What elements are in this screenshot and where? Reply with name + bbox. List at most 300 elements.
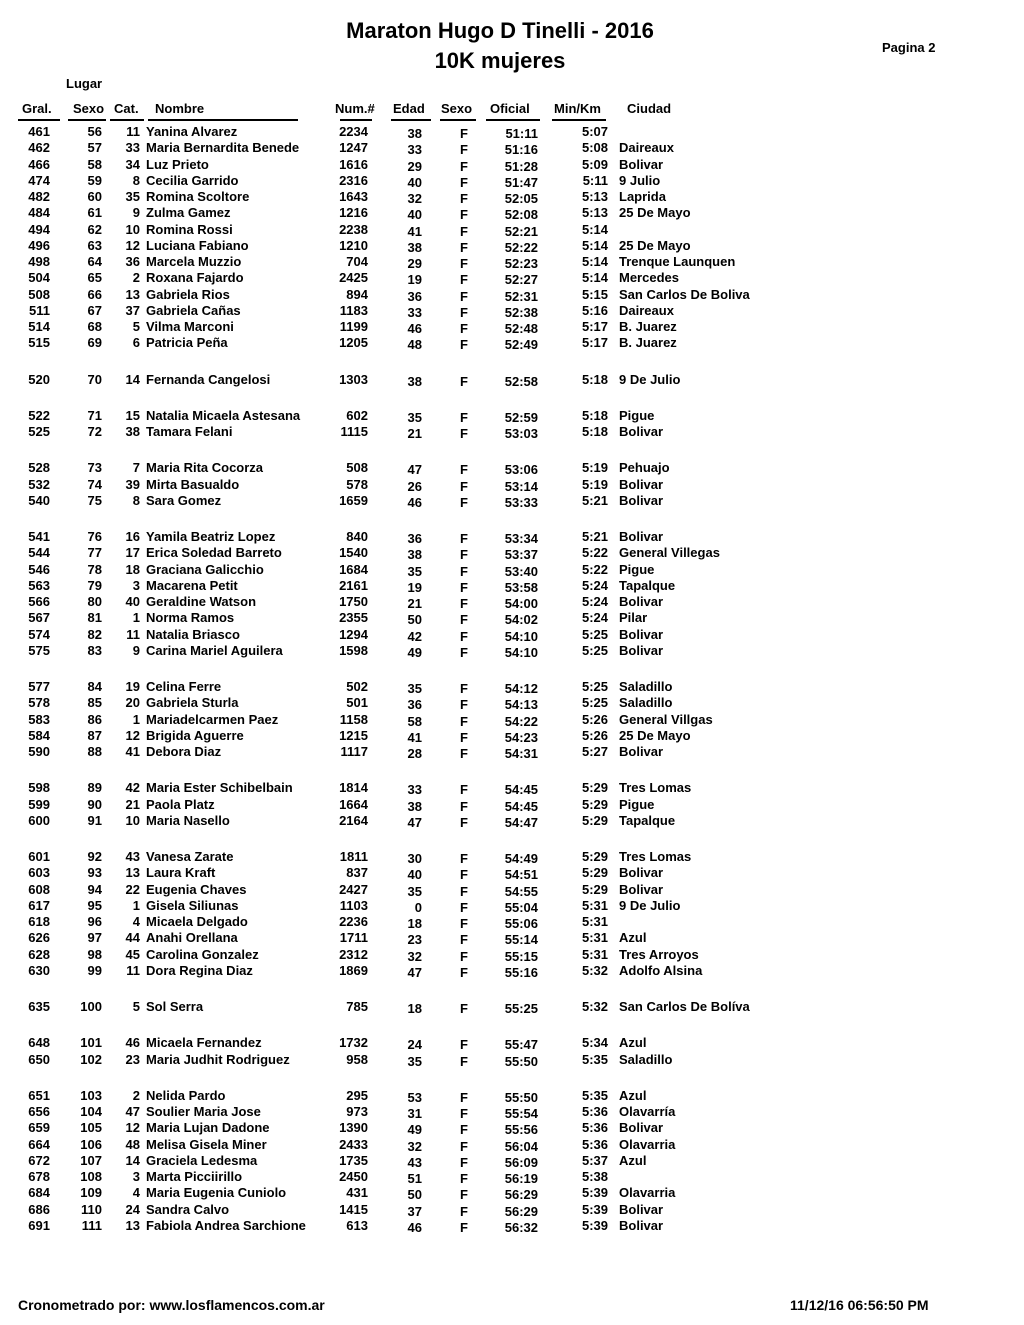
pace-min-km: 5:36 [581,1104,608,1119]
runner-sex: F [460,191,468,206]
runner-city: Pigue [619,796,655,812]
place-overall: 496 [28,237,50,253]
bib-number: 2316 [339,172,368,188]
table-row [0,335,1024,351]
runner-city: Daireaux [619,302,674,318]
pace-min-km: 5:35 [581,1051,608,1067]
official-time: 54:49 [504,851,538,866]
place-overall: 575 [28,642,50,658]
header-underline [340,119,372,121]
runner-city: Saladillo [619,679,673,694]
pace-min-km: 5:29 [581,849,608,864]
place-overall: 684 [28,1185,50,1201]
official-time: 54:47 [504,814,538,830]
place-by-category: 34 [125,156,140,172]
runner-age: 58 [407,713,422,729]
place-by-category: 5 [132,999,140,1014]
pace-min-km: 5:38 [581,1169,608,1184]
header-underline [486,119,540,121]
runner-name: Vilma Marconi [146,319,234,334]
bib-number: 1415 [339,1201,368,1217]
runner-city: 9 De Julio [619,371,681,387]
runner-age: 35 [407,563,422,579]
place-by-sex: 63 [87,237,102,253]
bib-number: 894 [346,286,368,302]
bib-number: 2164 [339,812,368,828]
place-by-category: 12 [125,727,140,743]
place-by-category: 43 [125,849,140,864]
runner-age: 38 [407,798,422,814]
runner-age: 40 [407,207,422,223]
runner-age: 38 [407,547,422,563]
runner-age: 29 [407,256,422,271]
place-by-sex: 105 [80,1120,102,1136]
runner-sex: F [460,223,468,239]
place-overall: 628 [28,946,50,962]
official-time: 54:02 [504,612,538,628]
runner-name: Fernanda Cangelosi [146,371,271,387]
pace-min-km: 5:24 [581,577,608,593]
runner-name: Mirta Basualdo [146,476,240,492]
bib-number: 2355 [339,610,368,626]
bib-number: 1659 [339,492,368,508]
runner-name: Micaela Fernandez [146,1035,262,1051]
runner-name: Yamila Beatriz Lopez [146,529,276,544]
official-time: 56:29 [504,1203,538,1219]
place-by-sex: 99 [87,962,102,978]
place-overall: 520 [28,371,50,387]
runner-age: 53 [407,1089,422,1105]
runner-city: Tres Lomas [619,780,692,796]
place-by-sex: 57 [87,140,102,156]
col-header-nombre: Nombre [155,101,205,116]
runner-age: 38 [407,239,422,255]
official-time: 54:55 [504,883,538,899]
header-underline [110,119,144,121]
table-row [0,780,1024,796]
runner-name: Tamara Felani [146,424,233,439]
runner-name: Vanesa Zarate [146,849,234,864]
place-overall: 635 [28,999,50,1014]
place-by-category: 21 [125,796,140,812]
runner-sex: F [460,851,468,866]
table-row [0,222,1024,238]
runner-name: Melisa Gisela Miner [146,1136,267,1152]
bib-number: 1750 [339,594,368,609]
pace-min-km: 5:25 [581,679,608,694]
runner-name: Laura Kraft [146,865,216,881]
runner-city: Trenque Launquen [619,254,736,269]
table-row [0,882,1024,898]
col-header-sexo: Sexo [441,101,473,116]
runner-name: Gabriela Sturla [146,695,239,711]
place-overall: 601 [28,849,50,864]
runner-name: Sara Gomez [146,492,222,508]
table-row [0,1185,1024,1201]
official-time: 55:47 [504,1037,538,1053]
place-by-category: 45 [125,946,140,962]
table-row [0,813,1024,829]
runner-age: 46 [407,1219,422,1235]
place-overall: 600 [28,812,50,828]
bib-number: 1598 [339,642,368,658]
runner-sex: F [460,373,468,389]
place-by-category: 16 [125,529,140,544]
place-by-sex: 104 [80,1104,102,1119]
table-row [0,963,1024,979]
runner-age: 21 [407,426,422,441]
runner-age: 40 [407,867,422,883]
place-overall: 650 [28,1051,50,1067]
place-by-sex: 90 [87,796,102,812]
runner-name: Romina Rossi [146,221,233,237]
place-overall: 583 [28,711,50,727]
footer-timestamp: 11/12/16 06:56:50 PM [790,1297,929,1313]
place-by-sex: 65 [87,270,102,286]
pace-min-km: 5:14 [581,254,608,269]
runner-name: Erica Soledad Barreto [146,545,282,561]
runner-age: 42 [407,628,422,644]
official-time: 56:19 [504,1171,538,1186]
runner-age: 36 [407,531,422,546]
pace-min-km: 5:35 [581,1087,608,1103]
runner-name: Maria Judhit Rodriguez [146,1051,290,1067]
place-by-category: 39 [125,476,140,492]
pace-min-km: 5:29 [581,865,608,881]
table-row [0,1137,1024,1153]
place-overall: 599 [28,796,50,812]
runner-name: Eugenia Chaves [146,881,247,897]
official-time: 54:10 [504,644,538,660]
runner-city: B. Juarez [619,335,677,351]
runner-city: Bolivar [619,529,664,544]
pace-min-km: 5:36 [581,1136,608,1152]
place-by-sex: 81 [87,610,102,626]
table-row [0,477,1024,493]
bib-number: 1216 [339,205,368,221]
header-underline [18,119,60,121]
pace-min-km: 5:31 [581,930,608,946]
table-row [0,627,1024,643]
place-by-sex: 85 [87,695,102,711]
place-by-category: 9 [132,205,140,221]
official-time: 56:32 [504,1219,538,1235]
runner-city: Olavarría [619,1104,676,1119]
runner-sex: F [460,798,468,814]
runner-sex: F [460,1001,468,1016]
runner-name: Brigida Aguerre [146,727,244,743]
runner-sex: F [460,1219,468,1235]
pace-min-km: 5:24 [581,610,608,626]
place-overall: 691 [28,1217,50,1233]
runner-city: Bolivar [619,626,664,642]
bib-number: 1811 [339,849,368,864]
bib-number: 1303 [339,371,368,387]
place-by-sex: 77 [87,545,102,561]
official-time: 53:33 [504,494,538,510]
bib-number: 1643 [339,189,368,204]
runner-age: 19 [407,579,422,595]
runner-age: 32 [407,191,422,206]
runner-sex: F [460,1122,468,1138]
table-row [0,1218,1024,1234]
place-by-category: 33 [125,140,140,156]
table-row [0,898,1024,914]
bib-number: 1390 [339,1120,368,1136]
official-time: 53:34 [504,531,538,546]
runner-age: 37 [407,1203,422,1219]
pace-min-km: 5:13 [581,189,608,204]
place-by-category: 42 [125,780,140,796]
runner-sex: F [460,1037,468,1053]
official-time: 51:47 [504,174,538,190]
official-time: 54:23 [504,729,538,745]
place-by-category: 22 [125,881,140,897]
pace-min-km: 5:29 [581,780,608,796]
table-row [0,529,1024,545]
bib-number: 1735 [339,1152,368,1168]
bib-number: 2427 [339,881,368,897]
lugar-group-label: Lugar [66,76,103,91]
table-row [0,1052,1024,1068]
place-overall: 462 [28,140,50,156]
bib-number: 837 [346,865,368,881]
place-by-sex: 68 [87,319,102,334]
place-overall: 651 [28,1087,50,1103]
official-time: 55:56 [504,1122,538,1138]
runner-city: Olavarria [619,1185,676,1201]
place-by-sex: 60 [87,189,102,204]
runner-sex: F [460,239,468,255]
runner-city: San Carlos De Boliva [619,286,750,302]
runner-sex: F [460,1171,468,1186]
runner-age: 23 [407,932,422,948]
place-by-sex: 94 [87,881,102,897]
pace-min-km: 5:14 [581,270,608,286]
runner-sex: F [460,563,468,579]
official-time: 55:50 [504,1053,538,1069]
col-header-ciudad: Ciudad [627,101,672,116]
runner-age: 47 [407,964,422,980]
runner-age: 35 [407,681,422,696]
place-overall: 511 [29,302,50,318]
place-overall: 618 [28,914,50,929]
place-by-category: 11 [126,124,140,139]
pace-min-km: 5:31 [581,897,608,913]
table-row [0,1104,1024,1120]
pace-min-km: 5:18 [581,424,608,439]
table-row [0,287,1024,303]
runner-city: Bolivar [619,424,664,439]
table-row [0,173,1024,189]
official-time: 52:21 [504,223,538,239]
place-by-sex: 67 [87,302,102,318]
runner-age: 0 [414,899,422,915]
table-row [0,1169,1024,1185]
runner-sex: F [460,547,468,563]
official-time: 52:58 [504,373,538,389]
runner-sex: F [460,713,468,729]
runner-name: Dora Regina Diaz [146,962,253,978]
runner-name: Graciela Ledesma [146,1152,258,1168]
runner-age: 36 [407,697,422,713]
place-overall: 498 [28,254,50,269]
pace-min-km: 5:22 [581,545,608,561]
place-overall: 626 [28,930,50,946]
table-row [0,205,1024,221]
place-by-sex: 88 [87,744,102,759]
runner-sex: F [460,1187,468,1203]
place-overall: 484 [28,205,50,221]
runner-city: 9 De Julio [619,897,681,913]
header-underline [148,119,298,121]
runner-city: 25 De Mayo [619,237,691,253]
runner-age: 18 [407,1001,422,1016]
runner-city: Mercedes [619,270,679,286]
official-time: 54:51 [504,867,538,883]
runner-sex: F [460,494,468,510]
official-time: 55:54 [504,1106,538,1121]
official-time: 54:31 [504,746,538,761]
runner-name: Natalia Micaela Astesana [146,407,301,423]
runner-age: 35 [407,883,422,899]
place-overall: 544 [28,545,50,561]
runner-age: 33 [407,304,422,320]
place-overall: 522 [28,407,50,423]
place-by-category: 38 [125,424,140,439]
place-overall: 474 [28,172,50,188]
bib-number: 2236 [339,914,368,929]
table-row [0,610,1024,626]
runner-name: Macarena Petit [146,577,238,593]
runner-age: 31 [407,1106,422,1121]
runner-name: Cecilia Garrido [146,172,239,188]
runner-name: Nelida Pardo [146,1087,226,1103]
official-time: 55:25 [504,1001,538,1016]
place-by-sex: 87 [87,727,102,743]
runner-sex: F [460,426,468,441]
runner-sex: F [460,174,468,190]
place-by-sex: 107 [80,1152,102,1168]
official-time: 53:58 [504,579,538,595]
runner-sex: F [460,681,468,696]
runner-age: 30 [407,851,422,866]
pace-min-km: 5:27 [581,744,608,759]
table-row [0,124,1024,140]
runner-name: Soulier Maria Jose [146,1104,261,1119]
place-by-category: 44 [125,930,140,946]
place-by-sex: 71 [87,407,102,423]
bib-number: 2161 [339,577,368,593]
runner-name: Sol Serra [146,999,204,1014]
place-by-category: 12 [125,1120,140,1136]
place-by-category: 10 [125,812,140,828]
official-time: 55:06 [504,916,538,931]
col-header-gral: Gral. [22,101,52,116]
runner-age: 51 [407,1171,422,1186]
place-by-category: 46 [125,1035,140,1051]
place-by-category: 24 [125,1201,140,1217]
pace-min-km: 5:29 [581,812,608,828]
runner-city: Tres Arroyos [619,946,699,962]
place-by-sex: 86 [87,711,102,727]
runner-age: 48 [407,337,422,353]
bib-number: 1199 [339,319,368,334]
bib-number: 973 [346,1104,368,1119]
bib-number: 840 [346,529,368,544]
pace-min-km: 5:29 [581,796,608,812]
place-overall: 598 [28,780,50,796]
place-by-category: 13 [125,286,140,302]
runner-sex: F [460,746,468,761]
runner-sex: F [460,899,468,915]
runner-sex: F [460,207,468,223]
table-row [0,849,1024,865]
pace-min-km: 5:26 [581,711,608,727]
place-by-category: 1 [132,610,140,626]
runner-age: 28 [407,746,422,761]
runner-sex: F [460,288,468,304]
official-time: 56:09 [504,1154,538,1170]
runner-name: Paola Platz [146,796,215,812]
col-header-edad: Edad [393,101,425,116]
table-row [0,1035,1024,1051]
place-by-category: 9 [132,642,140,658]
runner-sex: F [460,883,468,899]
table-row [0,562,1024,578]
runner-sex: F [460,158,468,174]
place-by-sex: 101 [80,1035,102,1051]
runner-sex: F [460,729,468,745]
table-row [0,643,1024,659]
runner-sex: F [460,867,468,883]
table-row [0,1088,1024,1104]
runner-name: Patricia Peña [146,335,228,351]
place-by-category: 12 [125,237,140,253]
table-row [0,594,1024,610]
official-time: 54:12 [504,681,538,696]
pace-min-km: 5:16 [581,302,608,318]
place-by-sex: 91 [87,812,102,828]
runner-name: Gabriela Cañas [146,302,241,318]
official-time: 55:04 [504,899,538,915]
runner-city: 25 De Mayo [619,727,691,743]
table-row [0,679,1024,695]
official-time: 54:13 [504,697,538,713]
official-time: 51:28 [504,158,538,174]
table-row [0,947,1024,963]
bib-number: 1103 [339,897,368,913]
runner-age: 33 [407,142,422,158]
col-header-cat: Cat. [114,101,139,116]
runner-city: Tapalque [619,812,676,828]
place-overall: 515 [28,335,50,351]
header-underline [391,119,431,121]
place-by-sex: 80 [87,594,102,609]
place-by-category: 19 [125,679,140,694]
place-by-category: 36 [125,254,140,269]
place-overall: 541 [28,529,50,544]
official-time: 52:27 [504,272,538,288]
place-overall: 567 [28,610,50,626]
runner-sex: F [460,142,468,158]
place-overall: 648 [28,1035,50,1051]
runner-name: Luz Prieto [146,156,209,172]
bib-number: 502 [346,679,368,694]
place-overall: 532 [28,476,50,492]
pace-min-km: 5:11 [582,172,608,188]
official-time: 52:22 [504,239,538,255]
